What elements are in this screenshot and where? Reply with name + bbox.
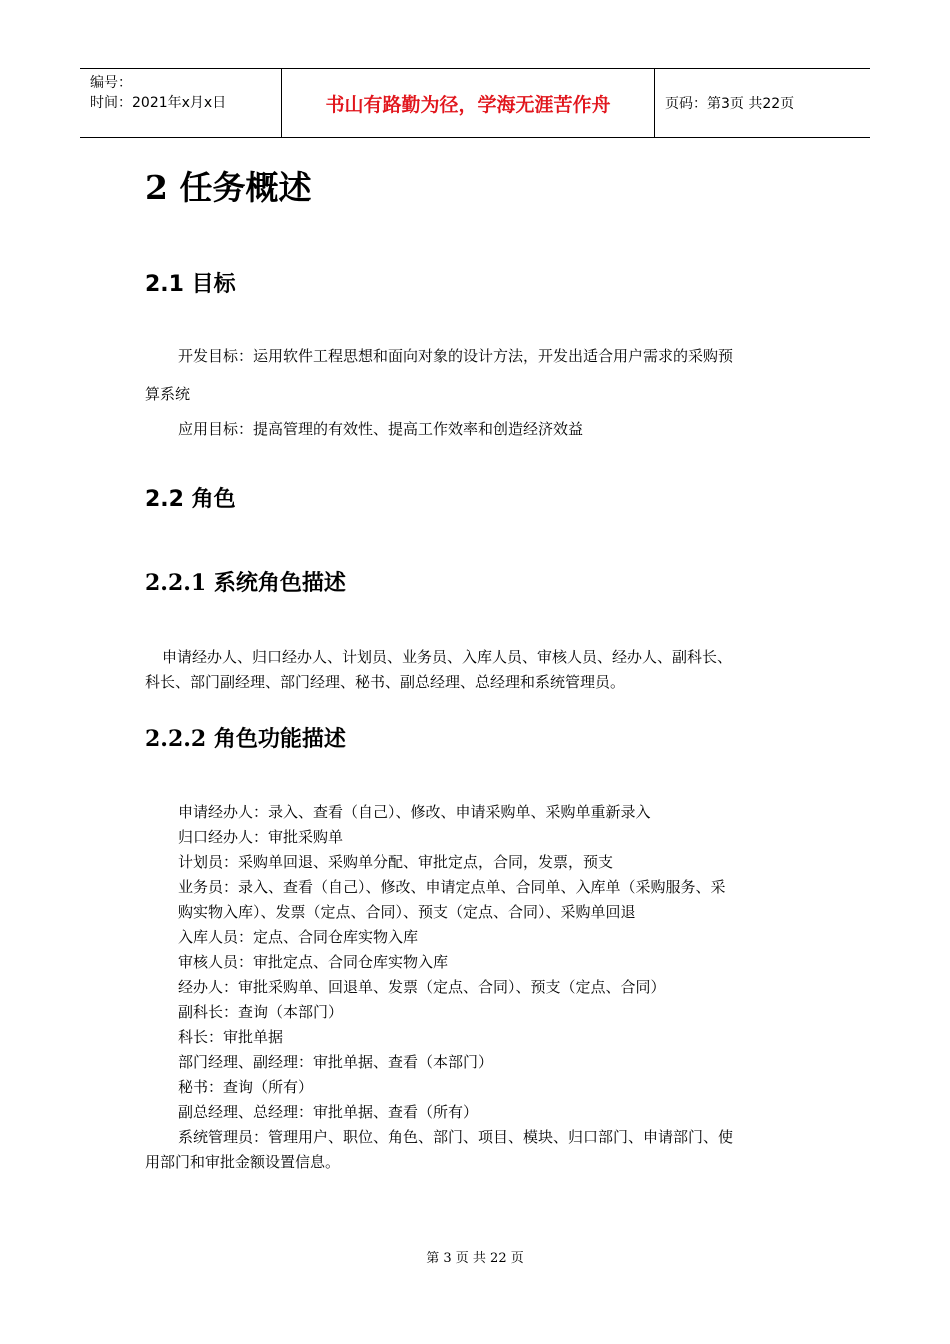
role-function-line: 审核人员：审批定点、合同仓库实物入库	[178, 953, 449, 971]
role-function-line: 秘书：查询（所有）	[178, 1078, 314, 1096]
system-roles-heading: 2.2.1 系统角色描述	[145, 570, 346, 596]
document-date: 时间：2021年x月x日	[90, 95, 227, 111]
role-function-line: 用部门和审批金额设置信息。	[145, 1153, 341, 1171]
dev-goal-line1: 开发目标：运用软件工程思想和面向对象的设计方法，开发出适合用户需求的采购预	[178, 347, 734, 365]
section-title: 2 任务概述	[145, 168, 312, 207]
dev-goal-line2: 算系统	[145, 385, 191, 403]
header-motto: 书山有路勤为径，学海无涯苦作舟	[282, 69, 655, 137]
header-page-info: 页码：第3页 共22页	[665, 96, 795, 112]
role-functions-heading: 2.2.2 角色功能描述	[145, 726, 346, 752]
role-function-line: 科长：审批单据	[178, 1028, 284, 1046]
role-function-line: 购实物入库）、发票（定点、合同）、预支（定点、合同）、采购单回退	[178, 903, 636, 921]
page-header	[80, 68, 870, 138]
app-goal: 应用目标：提高管理的有效性、提高工作效率和创造经济效益	[178, 420, 584, 438]
role-function-line: 申请经办人：录入、查看（自己）、修改、申请采购单、采购单重新录入	[178, 803, 651, 821]
page-footer: 第 3 页 共 22 页	[426, 1251, 524, 1266]
role-function-line: 经办人：审批采购单、回退单、发票（定点、合同）、预支（定点、合同）	[178, 978, 666, 996]
roles-heading: 2.2 角色	[145, 487, 236, 512]
role-function-line: 计划员：采购单回退、采购单分配、审批定点，合同，发票，预支	[178, 853, 614, 871]
role-function-line: 入库人员：定点、合同仓库实物入库	[178, 928, 419, 946]
header-meta-cell	[80, 69, 282, 137]
role-function-line: 业务员：录入、查看（自己）、修改、申请定点单、合同单、入库单（采购服务、采	[178, 878, 726, 896]
role-function-line: 部门经理、副经理：审批单据、查看（本部门）	[178, 1053, 494, 1071]
role-function-line: 副总经理、总经理：审批单据、查看（所有）	[178, 1103, 479, 1121]
role-function-line: 副科长：查询（本部门）	[178, 1003, 344, 1021]
system-roles-line2: 科长、部门副经理、部门经理、秘书、副总经理、总经理和系统管理员。	[145, 673, 626, 691]
role-function-line: 系统管理员：管理用户、职位、角色、部门、项目、模块、归口部门、申请部门、使	[178, 1128, 734, 1146]
system-roles-line1: 申请经办人、归口经办人、计划员、业务员、入库人员、审核人员、经办人、副科长、	[162, 648, 733, 666]
document-number-label: 编号：	[90, 75, 132, 91]
role-function-line: 归口经办人：审批采购单	[178, 828, 344, 846]
goal-heading: 2.1 目标	[145, 272, 236, 297]
